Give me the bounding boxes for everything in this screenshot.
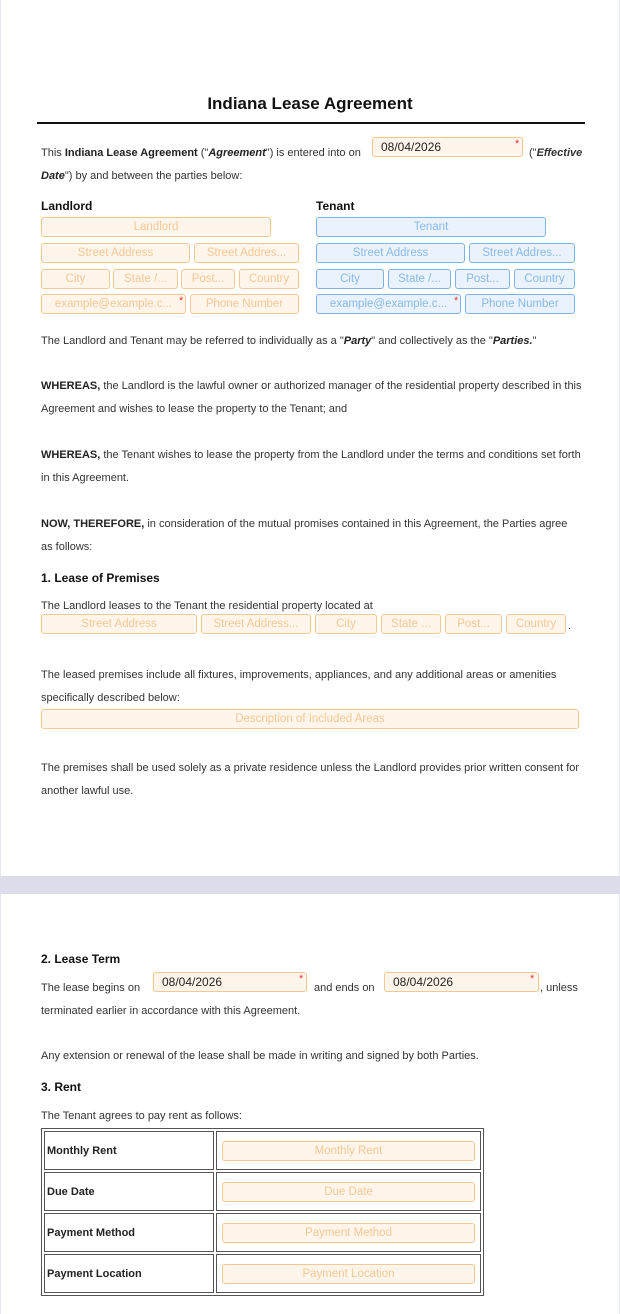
premises-street1-field[interactable]: Street Address <box>41 614 197 634</box>
unless-text: , unless <box>540 982 578 994</box>
use-paragraph: The premises shall be used solely as a private residence unless the Landlord provides prior written consent for another lawful use. <box>41 762 580 797</box>
tenant-street1-field[interactable]: Street Address <box>316 243 465 263</box>
rent-row-label: Monthly Rent <box>44 1131 214 1170</box>
landlord-email-field[interactable]: example@example.c... <box>41 294 186 314</box>
parties-post: " <box>532 335 537 347</box>
required-mark: * <box>515 138 520 150</box>
intro-title-bold: Indiana Lease Agreement <box>64 147 198 159</box>
rent-row-value <box>216 1254 481 1293</box>
premises-paragraph: The leased premises include all fixtures, improvements, appliances, and any additional areas or amenities specifically described below: <box>41 669 557 704</box>
required-mark: * <box>530 973 535 985</box>
extension-text: Any extension or renewal of the lease shall be made in writing and signed by both Parties. <box>41 1050 479 1062</box>
parties-mid: " and collectively as the " <box>371 335 493 347</box>
rent-row-value <box>216 1172 481 1211</box>
whereas-1 <box>41 375 582 421</box>
page-separator <box>0 876 620 894</box>
intro-mid1: (" <box>197 147 209 159</box>
tenant-email-field[interactable]: example@example.c... <box>316 294 461 314</box>
tenant-city-field[interactable]: City <box>316 269 384 289</box>
now-therefore-text: in consideration of the mutual promises contained in this Agreement, the Parties agree as follows: <box>41 518 568 553</box>
landlord-state-field[interactable]: State /... <box>113 269 178 289</box>
landlord-city-field[interactable]: City <box>41 269 110 289</box>
section-1-text: The Landlord leases to the Tenant the residential property located at <box>41 600 373 612</box>
required-mark: * <box>299 973 304 985</box>
intro-mid2: ") is entered into on <box>265 147 361 159</box>
effective-label <box>529 142 582 165</box>
premises-postal-field[interactable]: Post... <box>445 614 502 634</box>
required-mark: * <box>454 295 459 307</box>
tenant-country-field[interactable]: Country <box>514 269 575 289</box>
landlord-phone-field[interactable]: Phone Number <box>190 294 299 314</box>
due-date-field[interactable]: Due Date <box>222 1182 475 1202</box>
tenant-street2-field[interactable]: Street Addres... <box>469 243 575 263</box>
section-3-heading: 3. Rent <box>41 1080 82 1094</box>
tenant-name-field[interactable]: Tenant <box>316 217 546 237</box>
parties-term: Parties. <box>492 335 533 347</box>
effective-open: (" <box>529 147 537 159</box>
lease-end-date-field[interactable]: 08/04/2026 <box>384 972 539 992</box>
rent-table <box>41 1128 484 1296</box>
whereas-2-text: the Tenant wishes to lease the property from the Landlord under the terms and conditions set forth in this Agreement. <box>41 449 581 484</box>
effective-date-field[interactable]: 08/04/2026 <box>372 137 523 157</box>
required-mark: * <box>179 295 184 307</box>
whereas-1-text: the Landlord is the lawful owner or authorized manager of the residential property described in this Agreement and wishes to lease the property to the Tenant; and <box>41 380 582 415</box>
landlord-heading: Landlord <box>41 199 93 213</box>
party-term: Party <box>343 335 372 347</box>
rent-row-label: Payment Location <box>44 1254 214 1293</box>
intro-post: ") by and between the parties below: <box>64 170 243 182</box>
description-field[interactable]: Description of Included Areas <box>41 709 579 729</box>
premises-street2-field[interactable]: Street Address... <box>201 614 311 634</box>
now-therefore-bold: NOW, THEREFORE, <box>41 518 145 530</box>
parties-paragraph <box>41 330 582 353</box>
table-row <box>44 1213 481 1252</box>
effective-bold: Effective <box>536 147 583 159</box>
section-2-heading: 2. Lease Term <box>41 952 121 966</box>
lease-begin-date-field[interactable]: 08/04/2026 <box>153 972 307 992</box>
now-therefore <box>41 513 582 559</box>
tenant-postal-field[interactable]: Post... <box>455 269 510 289</box>
rent-row-label: Payment Method <box>44 1213 214 1252</box>
intro-continued <box>41 165 582 188</box>
premises-state-field[interactable]: State ... <box>381 614 441 634</box>
landlord-street2-field[interactable]: Street Addres... <box>194 243 299 263</box>
whereas-2 <box>41 444 582 490</box>
table-row <box>44 1131 481 1170</box>
monthly-rent-field[interactable]: Monthly Rent <box>222 1141 475 1161</box>
tenant-phone-field[interactable]: Phone Number <box>465 294 575 314</box>
landlord-postal-field[interactable]: Post... <box>181 269 235 289</box>
rent-intro: The Tenant agrees to pay rent as follows: <box>41 1110 242 1122</box>
lease-ends-label: and ends on <box>314 982 375 994</box>
payment-location-field[interactable]: Payment Location <box>222 1264 475 1284</box>
date-word: Date <box>41 170 65 182</box>
terminated-text: terminated earlier in accordance with this Agreement. <box>41 1005 301 1017</box>
rent-row-label: Due Date <box>44 1172 214 1211</box>
premises-city-field[interactable]: City <box>315 614 377 634</box>
rent-row-value <box>216 1131 481 1170</box>
payment-method-field[interactable]: Payment Method <box>222 1223 475 1243</box>
whereas-1-bold: WHEREAS, <box>41 380 101 392</box>
parties-pre: The Landlord and Tenant may be referred to individually as a " <box>41 335 344 347</box>
rent-row-value <box>216 1213 481 1252</box>
title-rule <box>37 122 585 124</box>
table-row <box>44 1172 481 1211</box>
landlord-country-field[interactable]: Country <box>239 269 299 289</box>
premises-period: . <box>568 620 572 632</box>
whereas-2-bold: WHEREAS, <box>41 449 101 461</box>
lease-begins-label: The lease begins on <box>41 982 141 994</box>
section-1-heading: 1. Lease of Premises <box>41 571 160 585</box>
premises-country-field[interactable]: Country <box>506 614 566 634</box>
document-title: Indiana Lease Agreement <box>207 94 413 113</box>
table-row <box>44 1254 481 1293</box>
tenant-heading: Tenant <box>316 199 355 213</box>
tenant-state-field[interactable]: State /... <box>388 269 451 289</box>
intro-agreement-term: Agreement <box>208 147 266 159</box>
landlord-street1-field[interactable]: Street Address <box>41 243 190 263</box>
intro-pre: This <box>41 147 65 159</box>
landlord-name-field[interactable]: Landlord <box>41 217 271 237</box>
